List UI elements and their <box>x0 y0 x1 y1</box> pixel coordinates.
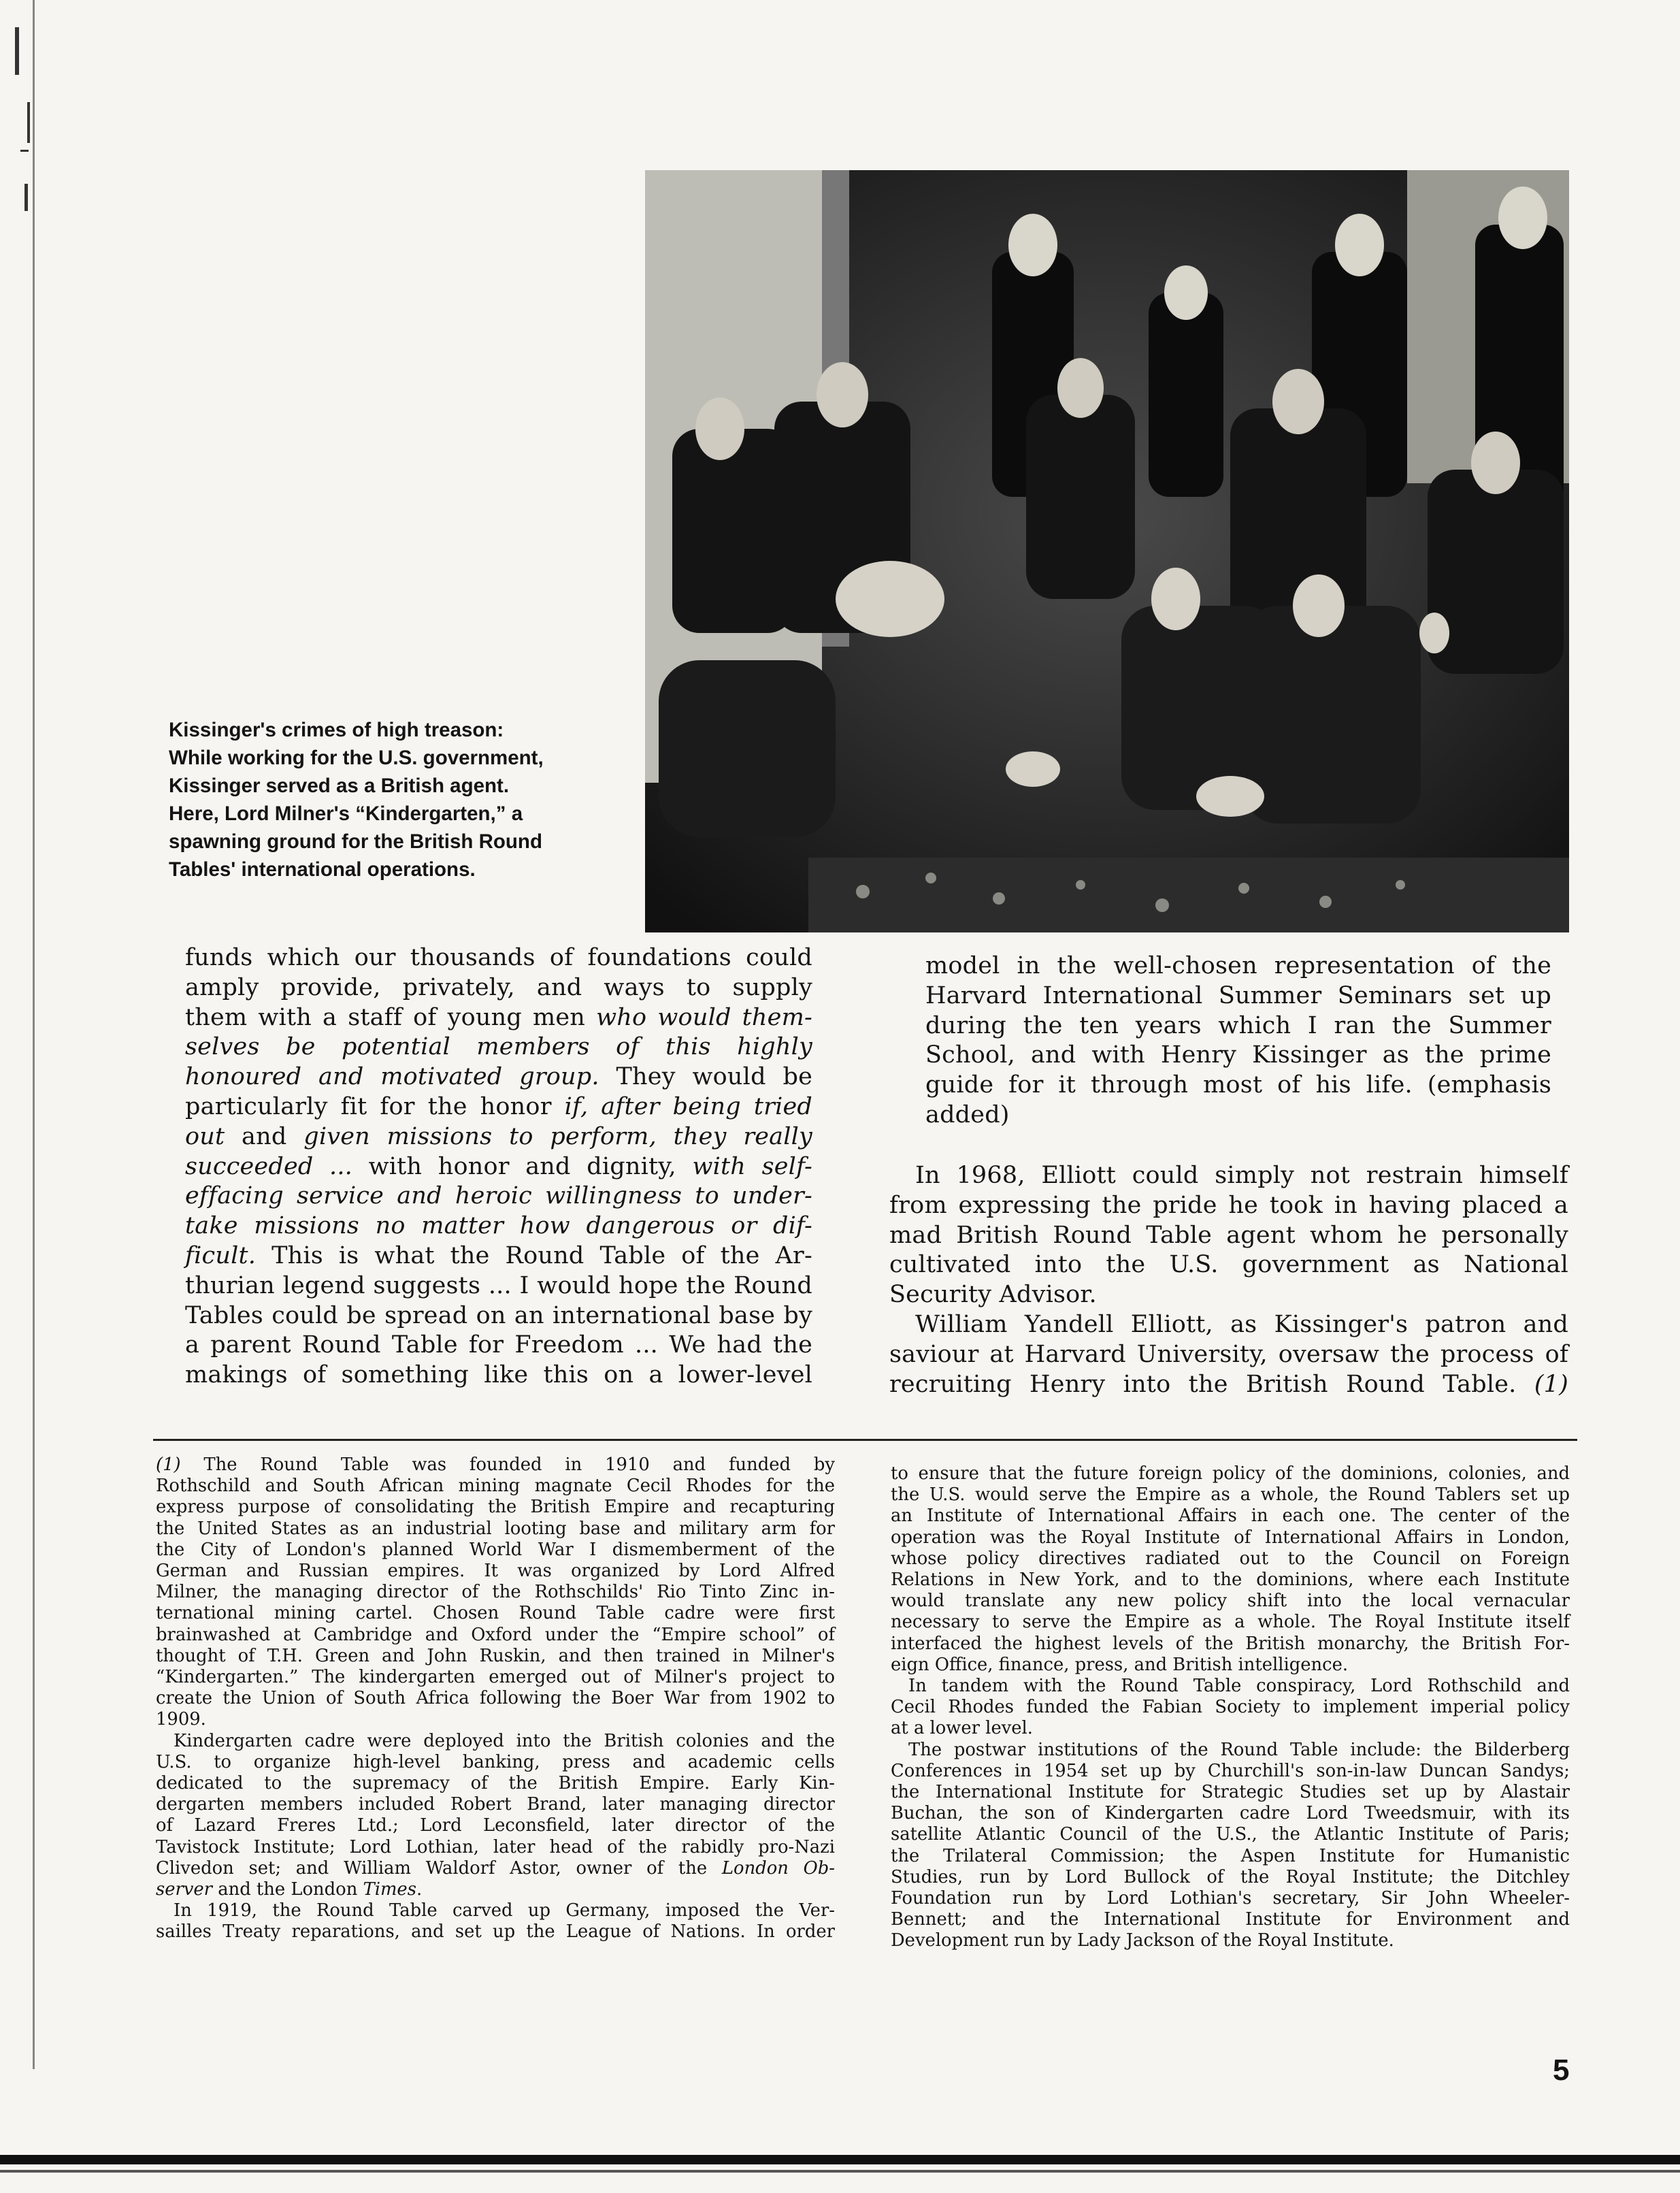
footnote-line: Tavistock Institute; Lord Lothian, later head of the rabidly pro-Nazi <box>156 1836 835 1857</box>
footnote-line: operation was the Royal Institute of International Affairs in London, <box>891 1527 1570 1548</box>
body-line: makings of something like this on a lower-level <box>185 1361 812 1389</box>
body-line <box>185 1122 812 1152</box>
footnote-line: at a lower level. <box>891 1718 1033 1739</box>
scan-mark <box>20 150 29 152</box>
emphasis-text: honoured and motivated group. <box>185 1063 599 1091</box>
publication-title: London Ob- <box>721 1857 835 1879</box>
footnote-line: “Kindergarten.” The kindergarten emerged out of Milner's project to <box>156 1667 835 1688</box>
footnote-line: the City of London's planned World War I dismemberment of the <box>156 1539 835 1560</box>
footnote-right-column <box>891 1463 1570 1952</box>
footnote-line: sailles Treaty reparations, and set up the League of Nations. In order <box>156 1921 835 1943</box>
body-line: Harvard International Summer Seminars set up <box>925 981 1551 1009</box>
photo-caption <box>169 716 611 883</box>
footnote-line: thought of T.H. Green and John Ruskin, and then trained in Milner's <box>156 1645 835 1666</box>
caption-line: Tables' international operations. <box>169 858 476 881</box>
body-line <box>185 1152 812 1182</box>
body-line: cultivated into the U.S. government as National <box>889 1251 1568 1279</box>
footnote-line: the United States as an industrial looting base and military arm for <box>156 1518 835 1539</box>
kindergarten-photo <box>645 170 1569 932</box>
scan-mark <box>27 102 30 143</box>
footnote-line: Milner, the managing director of the Rothschilds' Rio Tinto Zinc in- <box>156 1582 835 1603</box>
emphasis-text: if, after being tried <box>564 1092 812 1120</box>
emphasis-text: succeeded ... <box>185 1152 353 1180</box>
emphasis-text: out <box>185 1122 225 1150</box>
body-line: funds which our thousands of foundations could <box>185 944 812 971</box>
footnote-line: the Trilateral Commission; the Aspen Institute for Humanistic <box>891 1845 1570 1866</box>
footnote-line: would translate any new policy shift into the local vernacular <box>891 1591 1570 1612</box>
footnote-line: German and Russian empires. It was organized by Lord Alfred <box>156 1561 835 1582</box>
body-line: In 1968, Elliott could simply not restrain himself <box>915 1162 1568 1189</box>
article-right-column <box>889 1161 1568 1399</box>
footnote-line: of Lazard Freres Ltd.; Lord Leconsfield, later director of the <box>156 1815 835 1836</box>
footnote-line: Buchan, the son of Kindergarten cadre Lord Tweedsmuir, with its <box>891 1803 1570 1824</box>
footnote-line: interfaced the highest levels of the British monarchy, the British For- <box>891 1633 1570 1654</box>
footnote-line: the U.S. would serve the Empire as a whole, the Round Tablers set up <box>891 1484 1570 1506</box>
footnote-text: and the London <box>212 1879 363 1900</box>
footnote-line: dergarten members included Robert Brand, later managing director <box>156 1794 835 1815</box>
page-number: 5 <box>1553 2053 1570 2087</box>
footnote-line: express purpose of consolidating the British Empire and recapturing <box>156 1497 835 1518</box>
emphasis-text: ficult. <box>185 1241 257 1269</box>
footnote-line: In 1919, the Round Table carved up Germany, imposed the Ver- <box>174 1900 835 1921</box>
footnote-line: whose policy directives radiated out to the Council on Foreign <box>891 1548 1570 1569</box>
body-text: them with a staff of young men <box>185 1003 597 1031</box>
footnote-line: Kindergarten cadre were deployed into the British colonies and the <box>174 1730 835 1751</box>
quote-left-column <box>185 943 812 1391</box>
body-line: model in the well-chosen representation of the <box>925 952 1551 979</box>
footnote-line: Bennett; and the International Institute for Environment and <box>891 1909 1570 1930</box>
scan-mark <box>15 27 19 75</box>
caption-line: Here, Lord Milner's “Kindergarten,” a <box>169 802 523 825</box>
footnote-line: Relations in New York, and to the dominions, where each Institute <box>891 1570 1570 1591</box>
footnote-line: In tandem with the Round Table conspiracy, Lord Rothschild and <box>908 1676 1570 1697</box>
footnote-line: eign Office, finance, press, and British intelligence. <box>891 1654 1349 1675</box>
body-line: a parent Round Table for Freedom ... We had the <box>185 1331 812 1359</box>
footnote-line: create the Union of South Africa following the Boer War from 1902 to <box>156 1688 835 1709</box>
binding-margin-line <box>33 0 35 2069</box>
emphasis-line: take missions no matter how dangerous or dif- <box>185 1212 812 1240</box>
caption-line: Kissinger's crimes of high treason: <box>169 719 504 741</box>
footnote-text: Clivedon set; and William Waldorf Astor, owner of the <box>156 1857 722 1879</box>
caption-line: Kissinger served as a British agent. <box>169 775 510 797</box>
body-text: particularly fit for the honor <box>185 1092 565 1120</box>
body-text: recruiting Henry into the British Round Table. <box>889 1370 1534 1398</box>
page-bottom-edge-shadow <box>0 2170 1680 2173</box>
quote-right-column <box>925 952 1551 1131</box>
footnote-line: U.S. to organize high-level banking, press and academic cells <box>156 1751 835 1772</box>
footnote-reference: (1) <box>1534 1370 1568 1398</box>
photo-image <box>645 170 1569 932</box>
footnote-line: the International Institute for Strategic Studies set up by Alastair <box>891 1782 1570 1803</box>
body-line: mad British Round Table agent whom he personally <box>889 1221 1568 1249</box>
footnote-line: Studies, run by Lord Bullock of the Royal Institute; the Ditchley <box>891 1866 1570 1887</box>
body-line <box>185 1241 812 1271</box>
caption-line: While working for the U.S. government, <box>169 747 544 769</box>
footnote-left-column <box>156 1455 835 1943</box>
footnote-line: Rothschild and South African mining magnate Cecil Rhodes for the <box>156 1476 835 1497</box>
body-text: with honor and dignity, <box>352 1152 693 1180</box>
footnote-line <box>156 1879 835 1900</box>
footnote-line: Development run by Lady Jackson of the Royal Institute. <box>891 1930 1394 1951</box>
body-line: from expressing the pride he took in having placed a <box>889 1191 1568 1219</box>
footnote-text: The Round Table was founded in 1910 and funded by <box>180 1455 835 1475</box>
page-bottom-edge <box>0 2155 1680 2164</box>
footnote-divider <box>153 1439 1577 1441</box>
footnote-marker: (1) <box>156 1455 181 1475</box>
body-line: thurian legend suggests ... I would hope the Round <box>185 1271 812 1299</box>
body-line: Tables could be spread on an international base by <box>185 1301 812 1329</box>
footnote-line: 1909. <box>156 1709 206 1730</box>
footnote-line: The postwar institutions of the Round Table include: the Bilderberg <box>908 1739 1570 1760</box>
footnote-line: Cecil Rhodes funded the Fabian Society to implement imperial policy <box>891 1697 1570 1718</box>
publication-title: server <box>156 1879 213 1900</box>
body-line: guide for it through most of his life. (emphasis <box>925 1071 1551 1099</box>
emphasis-line: selves be potential members of this highly <box>185 1033 812 1061</box>
emphasis-text: given missions to perform, they really <box>303 1122 812 1150</box>
emphasis-text: who would them- <box>596 1003 812 1031</box>
footnote-line: to ensure that the future foreign policy of the dominions, colonies, and <box>891 1463 1570 1484</box>
footnote-line: Conferences in 1954 set up by Churchill's son-in-law Duncan Sandys; <box>891 1760 1570 1781</box>
body-line: William Yandell Elliott, as Kissinger's patron and <box>915 1310 1568 1338</box>
body-text: and <box>225 1122 304 1150</box>
body-line: Security Advisor. <box>889 1281 1097 1309</box>
footnote-line: dedicated to the supremacy of the British Empire. Early Kin- <box>156 1773 835 1794</box>
footnote-line: brainwashed at Cambridge and Oxford under the “Empire school” of <box>156 1624 835 1645</box>
footnote-text: . <box>416 1879 423 1900</box>
footnote-line <box>156 1858 835 1879</box>
scan-mark <box>24 184 28 211</box>
body-line <box>185 1092 812 1122</box>
body-line <box>185 1062 812 1092</box>
body-text: They would be <box>599 1063 813 1091</box>
emphasis-line: effacing service and heroic willingness to under- <box>185 1182 812 1210</box>
publication-title: Times <box>363 1879 416 1900</box>
footnote-line: Foundation run by Lord Lothian's secretary, Sir John Wheeler- <box>891 1888 1570 1909</box>
body-line <box>185 1003 812 1033</box>
body-text: This is what the Round Table of the Ar- <box>256 1241 812 1269</box>
footnote-line: an Institute of International Affairs in each one. The center of the <box>891 1506 1570 1527</box>
body-line: amply provide, privately, and ways to supply <box>185 973 812 1001</box>
footnote-line: necessary to serve the Empire as a whole. The Royal Institute itself <box>891 1612 1570 1633</box>
emphasis-text: with self- <box>692 1152 812 1180</box>
body-line: during the ten years which I ran the Summer <box>925 1011 1551 1039</box>
footnote-line: ternational mining cartel. Chosen Round Table cadre were first <box>156 1603 835 1624</box>
body-line <box>889 1370 1568 1400</box>
footnote-line: satellite Atlantic Council of the U.S., the Atlantic Institute of Paris; <box>891 1824 1570 1845</box>
body-line: added) <box>925 1101 1010 1128</box>
caption-line: spawning ground for the British Round <box>169 830 542 853</box>
footnote-line <box>156 1455 835 1476</box>
body-line: saviour at Harvard University, oversaw the process of <box>889 1340 1568 1368</box>
body-line: School, and with Henry Kissinger as the prime <box>925 1041 1551 1069</box>
